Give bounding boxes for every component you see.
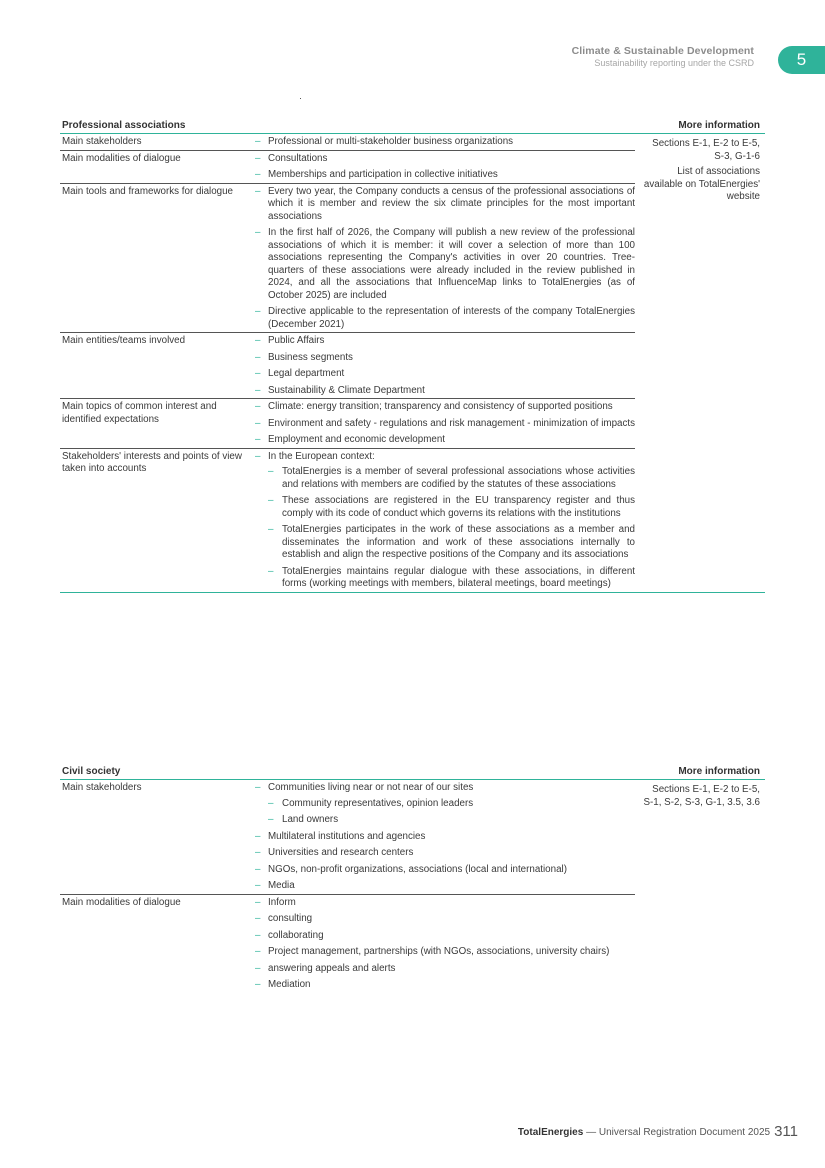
list-item	[255, 782, 635, 827]
item-text: In the first half of 2026, the Company will publish a new review of the professional associations of which it is member: it will cover a selection of more than 100 associations representing the Company's activities in over 20 countries. Tree-quarters of these associations were already included in the review published in 2024, and all the associations that InfluenceMap links to TotalEnergies (as of October 2025) are included	[268, 227, 635, 301]
item-text: Inform	[268, 896, 296, 908]
section-title: Civil society	[62, 766, 121, 777]
list-item	[255, 979, 635, 992]
item-text: Sustainability & Climate Department	[268, 384, 425, 396]
table-row	[60, 780, 635, 895]
item-text: In the European context:	[268, 450, 375, 462]
list-item	[255, 864, 635, 877]
table-row	[60, 151, 635, 184]
item-list	[255, 897, 635, 992]
item-text: Multilateral institutions and agencies	[268, 830, 426, 842]
section-bottom-rule	[60, 592, 765, 593]
row-label: Main modalities of dialogue	[62, 152, 181, 164]
table-row	[60, 333, 635, 399]
list-item	[255, 880, 635, 893]
more-information-label: More information	[678, 766, 760, 777]
list-item	[255, 352, 635, 365]
item-list	[255, 451, 635, 591]
professional-associations-section	[60, 118, 765, 593]
item-text: Business segments	[268, 351, 353, 363]
item-text: Mediation	[268, 979, 311, 990]
item-text: Public Affairs	[268, 335, 325, 346]
more-information-line: Sections E-1, E-2 to E-5, S-3, G-1-6	[652, 138, 760, 162]
more-information-line: List of associations available on TotalEnergies' website	[643, 166, 760, 202]
list-item	[255, 418, 635, 431]
table-row	[60, 134, 635, 151]
list-item	[255, 897, 635, 910]
item-text: Communities living near or not near of our sites	[268, 782, 474, 793]
list-item	[255, 136, 635, 149]
sub-item: – TotalEnergies participates in the work of these associations as a member and disseminates the information and work of these associations internally to establish and align the respective positions of the Company and its associations	[268, 524, 635, 562]
list-item	[255, 963, 635, 976]
list-item	[255, 169, 635, 182]
list-item	[255, 401, 635, 414]
item-text: Universities and research centers	[268, 847, 414, 858]
list-item	[255, 434, 635, 447]
item-text: Consultations	[268, 152, 328, 164]
list-item	[255, 227, 635, 302]
item-list	[255, 782, 635, 893]
row-label: Main tools and frameworks for dialogue	[62, 185, 233, 197]
list-item	[255, 385, 635, 398]
more-information-text	[640, 138, 760, 207]
list-item	[255, 335, 635, 348]
sub-item: – Land owners	[268, 814, 635, 827]
sub-list	[268, 798, 635, 827]
sub-item: – TotalEnergies maintains regular dialogue with these associations, in different forms (working meetings with members, bilateral meetings, board meetings)	[268, 566, 635, 591]
list-item	[255, 306, 635, 331]
table-row	[60, 449, 635, 592]
table-row	[60, 895, 635, 993]
list-item	[255, 946, 635, 959]
more-information-label: More information	[678, 120, 760, 131]
chapter-tab[interactable]: 5	[778, 46, 825, 74]
row-label: Stakeholders' interests and points of view taken into accounts	[62, 450, 242, 474]
item-text: Employment and economic development	[268, 434, 445, 445]
item-text: answering appeals and alerts	[268, 962, 396, 974]
section-body	[60, 780, 765, 993]
page-number: 311	[774, 1123, 798, 1140]
more-information-line: Sections E-1, E-2 to E-5, S-1, S-2, S-3, G-1, 3.5, 3.6	[643, 784, 760, 808]
item-text: collaborating	[268, 929, 324, 941]
list-item	[255, 186, 635, 224]
stray-dot	[300, 98, 301, 99]
item-text: consulting	[268, 913, 313, 924]
civil-society-section	[60, 764, 765, 993]
item-text: Project management, partnerships (with NGOs, associations, university chairs)	[268, 946, 610, 957]
footer-doc-title: — Universal Registration Document 2025	[583, 1127, 771, 1138]
row-label: Main entities/teams involved	[62, 335, 186, 346]
row-label: Main topics of common interest and identified expectations	[62, 401, 217, 425]
item-list	[255, 153, 635, 182]
item-text: Climate: energy transition; transparency and consistency of supported positions	[268, 401, 613, 412]
item-text: Environment and safety - regulations and risk management - minimization of impacts	[268, 417, 636, 429]
row-label: Main stakeholders	[62, 782, 142, 793]
item-text: Legal department	[268, 368, 345, 379]
item-text: Directive applicable to the representation of interests of the company TotalEnergies (December 2021)	[268, 306, 635, 330]
header-subtitle: Sustainability reporting under the CSRD	[594, 58, 754, 68]
section-header	[60, 764, 765, 780]
list-item	[255, 913, 635, 926]
footer-brand: TotalEnergies	[517, 1127, 584, 1138]
section-header	[60, 118, 765, 134]
row-label: Main modalities of dialogue	[62, 896, 181, 908]
item-list	[255, 186, 635, 332]
list-item	[255, 831, 635, 844]
table-row	[60, 184, 635, 334]
section-body	[60, 134, 765, 592]
item-list	[255, 335, 635, 397]
item-text: NGOs, non-profit organizations, associations (local and international)	[268, 863, 567, 875]
header-title: Climate & Sustainable Development	[571, 45, 754, 57]
page-header	[572, 45, 754, 68]
item-text: Every two year, the Company conducts a census of the professional associations of which it is member and review the six climate principles for the most important associations	[268, 185, 635, 222]
list-item	[255, 847, 635, 860]
item-text: Media	[268, 880, 295, 891]
row-label: Main stakeholders	[62, 136, 142, 147]
list-item	[255, 368, 635, 381]
item-text: Professional or multi-stakeholder business organizations	[268, 136, 514, 147]
section-title: Professional associations	[62, 120, 186, 131]
table-row	[60, 399, 635, 449]
item-list	[255, 136, 635, 149]
more-information-text	[640, 784, 760, 812]
sub-item: – These associations are registered in the EU transparency register and thus comply with its code of conduct which governs its relations with the institutions	[268, 495, 635, 520]
item-list	[255, 401, 635, 447]
list-item	[255, 153, 635, 166]
list-item	[255, 451, 635, 591]
list-item	[255, 930, 635, 943]
item-text: Memberships and participation in collective initiatives	[268, 169, 498, 180]
sub-item: – Community representatives, opinion leaders	[268, 798, 635, 811]
page-footer	[518, 1122, 798, 1139]
sub-item: – TotalEnergies is a member of several professional associations whose activities and relations with members are codified by the statutes of these associations	[268, 466, 635, 491]
sub-list	[268, 466, 635, 591]
